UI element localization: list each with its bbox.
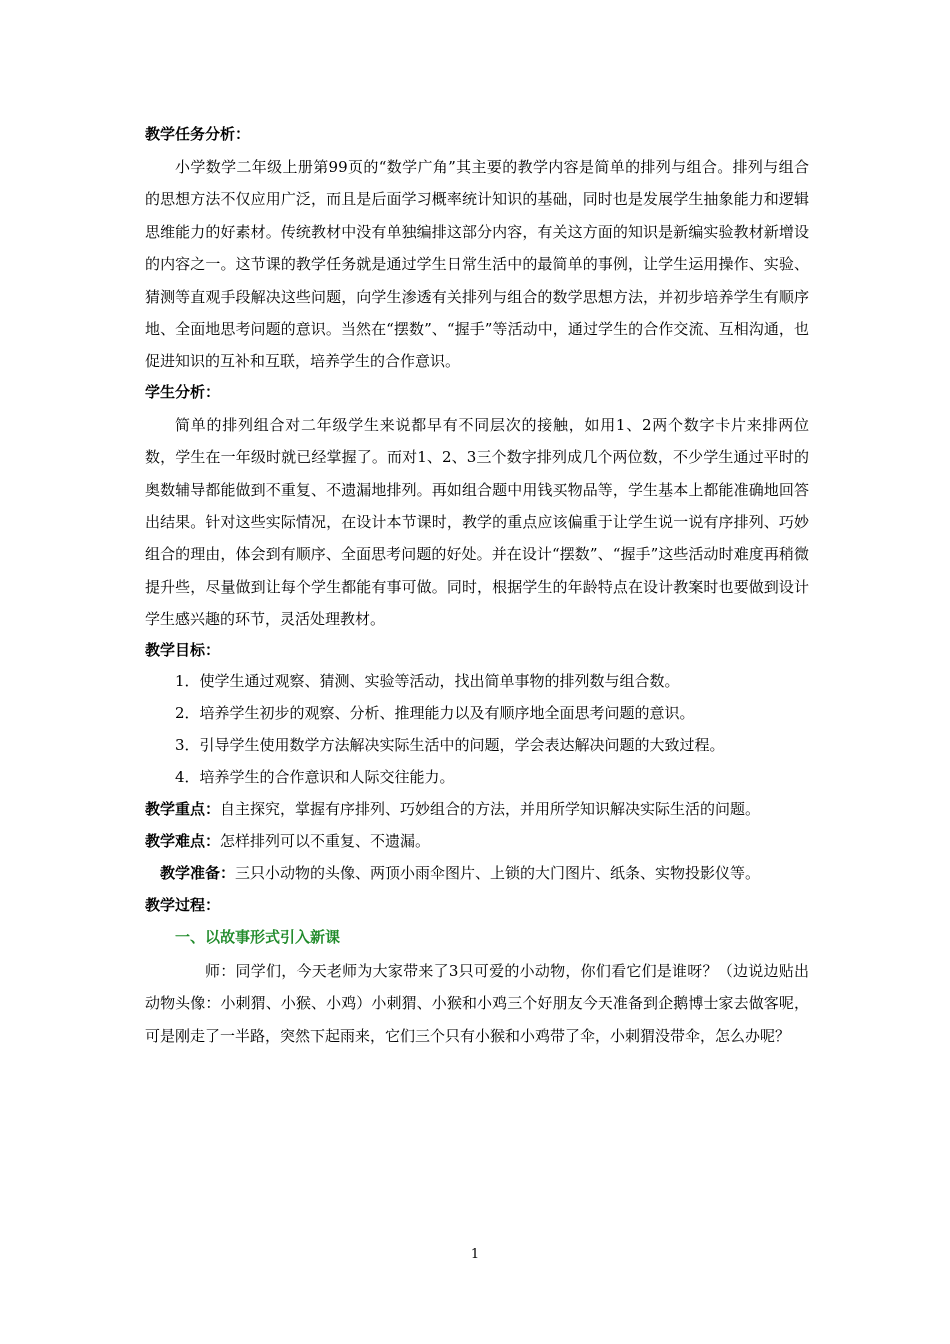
- objectives-heading: 教学目标：: [145, 640, 221, 659]
- preparation-text: 三只小动物的头像、两顶小雨伞图片、上锁的大门图片、纸条、实物投影仪等。: [235, 863, 761, 882]
- objective-item: 3．引导学生使用数学方法解决实际生活中的问题，学会表达解决问题的大致过程。: [175, 735, 725, 754]
- objective-item: 4．培养学生的合作意识和人际交往能力。: [175, 767, 455, 786]
- key-point-row: [145, 793, 809, 825]
- objective-item: 2．培养学生初步的观察、分析、推理能力以及有顺序地全面思考问题的意识。: [175, 703, 695, 722]
- difficulty-label: 教学难点：: [145, 831, 221, 850]
- preparation-label: 教学准备：: [160, 863, 236, 882]
- objectives-list: [145, 665, 809, 793]
- page-number: 1: [470, 1247, 480, 1262]
- key-point-text: 自主探究，掌握有序排列、巧妙组合的方法，并用所学知识解决实际生活的问题。: [220, 799, 761, 818]
- story-paragraph: 师：同学们，今天老师为大家带来了3只可爱的小动物，你们看它们是谁呀？（边说边贴出动物头像：小刺猬、小猴、小鸡）小刺猬、小猴和小鸡三个好朋友今天准备到企鹅博士家去做客呢，可是刚走了一半路，突然下起雨来，它们三个只有小猴和小鸡带了伞，小刺猬没带伞，怎么办呢？: [145, 961, 809, 1045]
- difficulty-row: [145, 825, 809, 857]
- document-body: [145, 124, 809, 1052]
- section-title: 一、以故事形式引入新课: [175, 927, 341, 946]
- student-analysis-heading: 学生分析：: [145, 382, 221, 401]
- task-analysis-heading: 教学任务分析：: [145, 125, 251, 143]
- difficulty-text: 怎样排列可以不重复、不遗漏。: [220, 831, 431, 850]
- student-analysis-paragraph: 简单的排列组合对二年级学生来说都早有不同层次的接触，如用1、2两个数字卡片来排两位数，学生在一年级时就已经掌握了。而对1、2、3三个数字排列成几个两位数，不少学生通过平时的奥数辅导都能做到不重复、不遗漏地排列。再如组合题中用钱买物品等，学生基本上都能准确地回答出结果。针对这些实际情况，在设计本节课时，教学的重点应该偏重于让学生说一说有序排列、巧妙组合的理由，体会到有顺序、全面思考问题的好处。并在设计“摆数”、“握手”这些活动时难度再稍微提升些，尽量做到让每个学生都能有事可做。同时，根据学生的年龄特点在设计教案时也要做到设计学生感兴趣的环节，灵活处理教材。: [145, 415, 809, 629]
- key-point-label: 教学重点：: [145, 799, 221, 818]
- preparation-row: [145, 857, 809, 889]
- process-heading: 教学过程：: [145, 895, 221, 914]
- task-analysis-paragraph: 小学数学二年级上册第99页的“数学广角”其主要的教学内容是简单的排列与组合。排列与组合的思想方法不仅应用广泛，而且是后面学习概率统计知识的基础，同时也是发展学生抽象能力和逻辑思维能力的好素材。传统教材中没有单独编排这部分内容，有关这方面的知识是新编实验教材新增设的内容之一。这节课的教学任务就是通过学生日常生活中的最简单的事例，让学生运用操作、实验、猜测等直观手段解决这些问题，向学生渗透有关排列与组合的数学思想方法，并初步培养学生有顺序地、全面地思考问题的意识。当然在“摆数”、“握手”等活动中，通过学生的合作交流、互相沟通，也促进知识的互补和互联，培养学生的合作意识。: [145, 158, 809, 371]
- objective-item: 1．使学生通过观察、猜测、实验等活动，找出简单事物的排列数与组合数。: [175, 671, 680, 690]
